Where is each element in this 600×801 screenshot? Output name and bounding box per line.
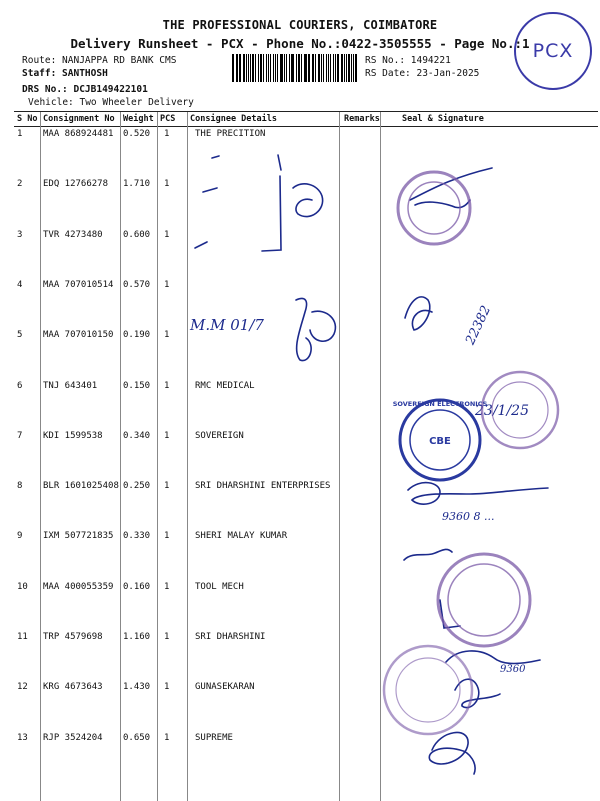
barcode-bar <box>328 54 329 82</box>
col-header-pcs: PCS <box>160 114 176 124</box>
row-weight: 1.430 <box>123 682 151 693</box>
row-consignment-no: KDI 1599538 <box>43 430 103 441</box>
table-row <box>14 733 598 783</box>
col-header-weight: Weight <box>123 114 154 124</box>
barcode-bar <box>239 54 241 82</box>
barcode-bar <box>301 54 302 82</box>
pcx-stamp: PCX <box>514 12 592 90</box>
barcode-bar <box>236 54 237 82</box>
row-consignment-no: TNJ 643401 <box>43 380 98 391</box>
handwritten-note: 9360 8 ... <box>442 510 495 523</box>
stamp-city: CBE <box>429 436 451 447</box>
row-consignment-no: MAA 707010514 <box>43 279 114 290</box>
table-row <box>14 280 598 330</box>
barcode-bar <box>318 54 320 82</box>
row-consignee: TOOL MECH <box>195 581 244 592</box>
table-row <box>14 230 598 280</box>
barcode-bar <box>346 54 347 82</box>
row-consignee: RMC MEDICAL <box>195 380 255 391</box>
row-pcs: 1 <box>164 430 170 441</box>
table-row <box>14 330 598 380</box>
row-consignee: SOVEREIGN <box>195 430 244 441</box>
handwritten-note: M.M 01/7 <box>190 316 264 334</box>
barcode-bar <box>296 54 297 82</box>
barcode-bar <box>348 54 350 82</box>
row-pcs: 1 <box>164 380 170 391</box>
row-pcs: 1 <box>164 531 170 542</box>
barcode-bar <box>248 54 249 82</box>
barcode-bar <box>277 54 278 82</box>
row-consignee: SRI DHARSHINI ENTERPRISES <box>195 481 331 492</box>
barcode-bar <box>289 54 290 82</box>
barcode-bar <box>315 54 316 82</box>
barcode-bar <box>351 54 352 82</box>
row-pcs: 1 <box>164 732 170 743</box>
table-row <box>14 682 598 732</box>
barcode-bar <box>275 54 277 82</box>
row-weight: 0.250 <box>123 481 151 492</box>
handwritten-date: 23/1/25 <box>475 403 529 419</box>
barcode-bar <box>273 54 274 82</box>
row-pcs: 1 <box>164 330 170 341</box>
row-sno: 4 <box>17 279 23 290</box>
row-consignment-no: TRP 4579698 <box>43 632 103 642</box>
row-weight: 0.650 <box>123 732 151 743</box>
row-pcs: 1 <box>164 581 170 592</box>
runsheet-table <box>14 111 598 801</box>
row-sno: 9 <box>17 531 23 542</box>
row-consignment-no: IXM 507721835 <box>43 531 114 542</box>
barcode-bar <box>355 54 357 82</box>
barcode-bar <box>298 54 300 82</box>
barcode-bar <box>246 54 247 82</box>
row-sno: 10 <box>17 581 28 592</box>
row-consignee: THE PRECITION <box>195 129 266 139</box>
barcode-bar <box>266 54 267 82</box>
table-row <box>14 431 598 481</box>
barcode-bar <box>330 54 332 82</box>
row-consignee: SRI DHARSHINI <box>195 632 266 642</box>
row-sno: 8 <box>17 481 23 492</box>
barcode-bar <box>344 54 345 82</box>
row-consignment-no: TVR 4273480 <box>43 229 103 240</box>
barcode <box>232 54 358 82</box>
col-header-consignee: Consignee Details <box>190 114 277 124</box>
row-pcs: 1 <box>164 682 170 693</box>
row-weight: 0.570 <box>123 279 151 290</box>
row-weight: 0.160 <box>123 581 151 592</box>
barcode-bar <box>268 54 270 82</box>
barcode-bar <box>326 54 327 82</box>
handwritten-date: 22382 <box>463 303 495 348</box>
row-consignment-no: MAA 868924481 <box>43 129 114 139</box>
row-weight: 1.710 <box>123 179 151 190</box>
barcode-bar <box>312 54 313 82</box>
table-row <box>14 582 598 632</box>
col-header-seal-signature: Seal & Signature <box>402 114 484 124</box>
row-weight: 0.190 <box>123 330 151 341</box>
document-title: THE PROFESSIONAL COURIERS, COIMBATORE <box>162 18 438 32</box>
row-consignee: SUPREME <box>195 732 233 743</box>
row-pcs: 1 <box>164 229 170 240</box>
barcode-bar <box>263 54 264 82</box>
row-weight: 0.520 <box>123 129 151 139</box>
row-sno: 6 <box>17 380 23 391</box>
table-row <box>14 179 598 229</box>
table-row <box>14 632 598 682</box>
rs-number: RS No.: 1494221 <box>365 55 451 66</box>
row-sno: 13 <box>17 732 28 743</box>
col-header-sno: S No <box>17 114 38 124</box>
barcode-bar <box>292 54 294 82</box>
row-consignment-no: MAA 400055359 <box>43 581 114 592</box>
row-pcs: 1 <box>164 632 170 642</box>
row-weight: 1.160 <box>123 632 151 642</box>
row-consignment-no: EDQ 12766278 <box>43 179 109 190</box>
barcode-bar <box>341 54 343 82</box>
col-header-remarks: Remarks <box>344 114 380 124</box>
row-weight: 0.330 <box>123 531 151 542</box>
row-pcs: 1 <box>164 279 170 290</box>
rs-date: RS Date: 23-Jan-2025 <box>365 68 480 79</box>
vehicle-label: Vehicle: Two Wheeler Delivery <box>28 97 194 108</box>
staff-label: Staff: SANTHOSH <box>22 68 108 79</box>
row-sno: 11 <box>17 632 28 642</box>
barcode-bar <box>313 54 314 82</box>
handwritten-note: 9360 <box>500 664 526 675</box>
row-consignee: GUNASEKARAN <box>195 682 255 693</box>
row-sno: 2 <box>17 179 23 190</box>
barcode-bar <box>243 54 245 82</box>
barcode-bar <box>237 54 238 82</box>
barcode-bar <box>270 54 271 82</box>
barcode-bar <box>337 54 339 82</box>
row-sno: 7 <box>17 430 23 441</box>
table-row <box>14 129 598 179</box>
row-consignee: SHERI MALAY KUMAR <box>195 531 288 542</box>
row-sno: 12 <box>17 682 28 693</box>
barcode-bar <box>252 54 254 82</box>
barcode-bar <box>286 54 287 82</box>
row-weight: 0.150 <box>123 380 151 391</box>
barcode-bar <box>258 54 259 82</box>
row-sno: 1 <box>17 129 23 139</box>
barcode-bar <box>335 54 336 82</box>
row-pcs: 1 <box>164 179 170 190</box>
row-consignment-no: BLR 1601025408 <box>43 481 119 492</box>
table-row <box>14 381 598 431</box>
barcode-bar <box>260 54 262 82</box>
row-consignment-no: MAA 707010150 <box>43 330 114 341</box>
row-pcs: 1 <box>164 129 170 139</box>
row-weight: 0.340 <box>123 430 151 441</box>
stamp-label: SOVEREIGN ELECTRONICS <box>392 400 488 408</box>
route-label: Route: NANJAPPA RD BANK CMS <box>22 55 177 66</box>
barcode-bar <box>333 54 334 82</box>
barcode-bar <box>284 54 286 82</box>
barcode-bar <box>280 54 282 82</box>
drs-number: DRS No.: DCJB149422101 <box>22 84 148 95</box>
row-weight: 0.600 <box>123 229 151 240</box>
row-consignment-no: RJP 3524204 <box>43 732 103 743</box>
row-sno: 3 <box>17 229 23 240</box>
barcode-bar <box>291 54 292 82</box>
barcode-bar <box>255 54 257 82</box>
document-subtitle: Delivery Runsheet - PCX - Phone No.:0422-3505555 - Page No.:1 <box>70 36 530 51</box>
row-sno: 5 <box>17 330 23 341</box>
barcode-bar <box>250 54 251 82</box>
col-header-consignment: Consignment No <box>43 114 115 124</box>
table-header <box>14 112 598 127</box>
barcode-bar <box>353 54 354 82</box>
barcode-bar <box>305 54 307 82</box>
row-consignment-no: KRG 4673643 <box>43 682 103 693</box>
barcode-bar <box>232 54 234 82</box>
table-row <box>14 531 598 581</box>
barcode-bar <box>304 54 305 82</box>
barcode-bar <box>308 54 310 82</box>
row-pcs: 1 <box>164 481 170 492</box>
barcode-bar <box>321 54 322 82</box>
table-row <box>14 481 598 531</box>
barcode-bar <box>323 54 325 82</box>
